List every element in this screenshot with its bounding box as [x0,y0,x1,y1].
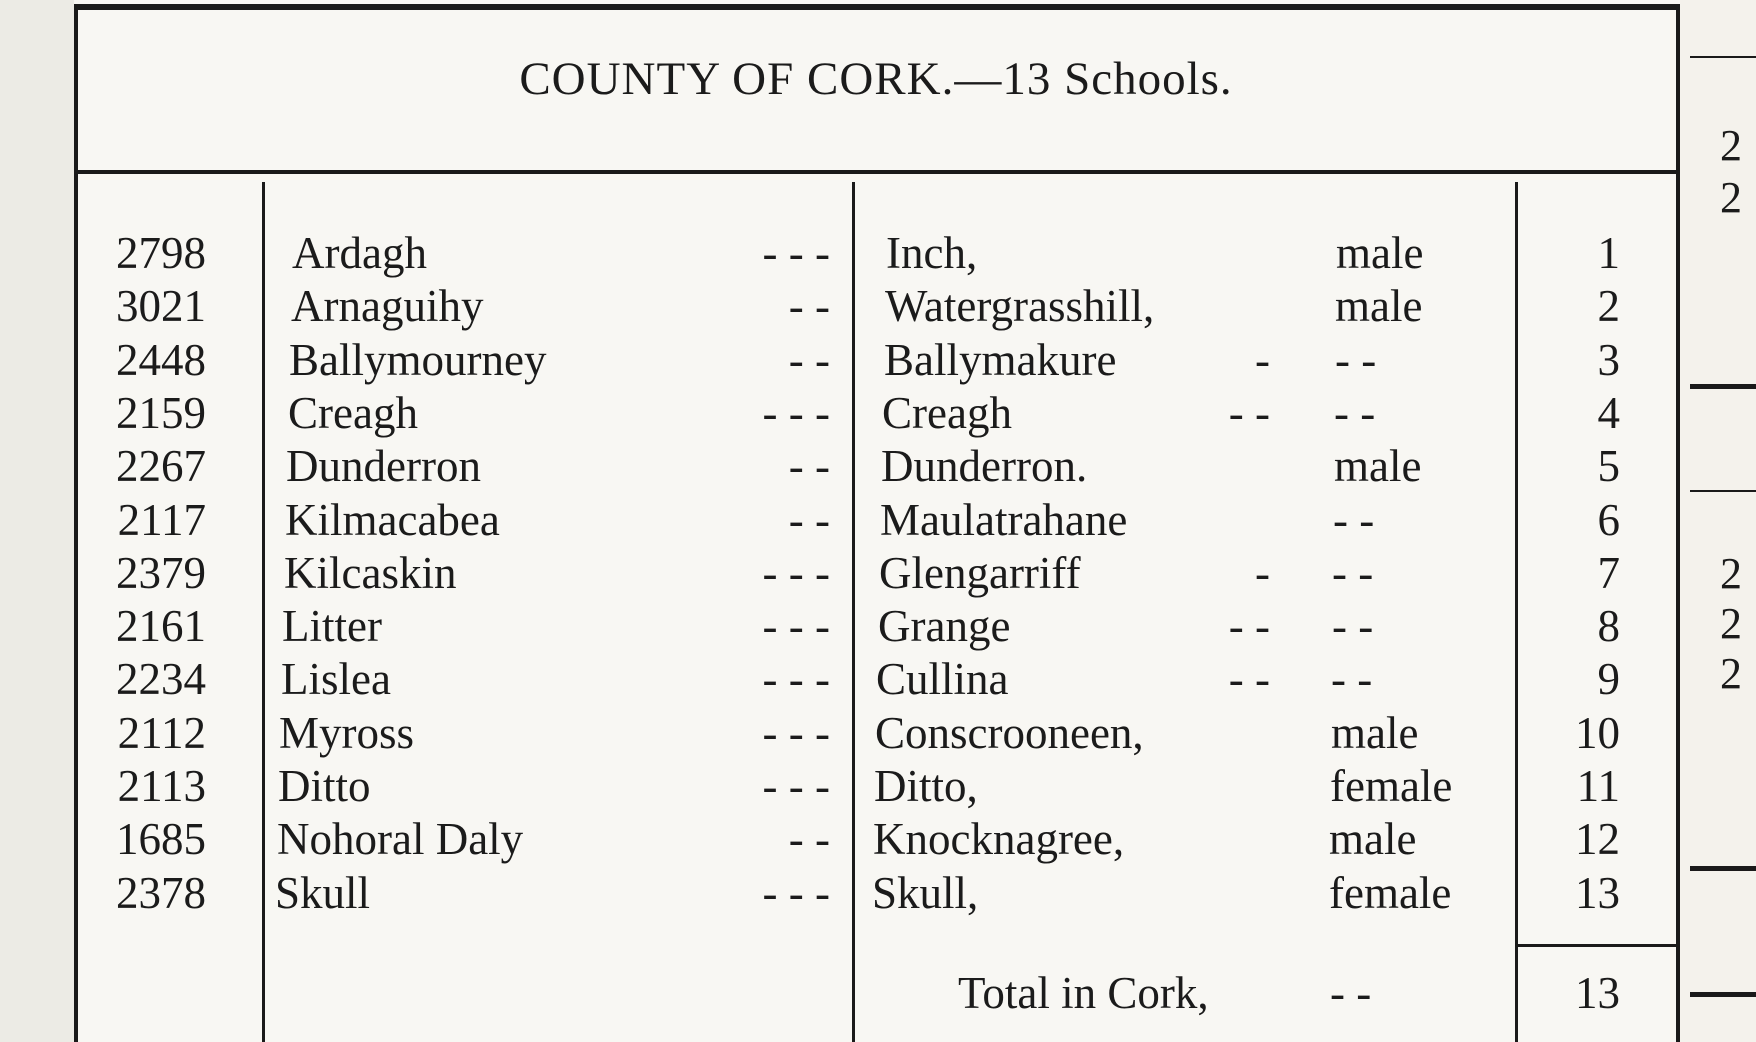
right-border [1676,4,1680,1042]
place-name: Dunderron. [881,441,1088,491]
total-label: Total in Cork, [958,968,1209,1018]
total-dashes: - - [1330,968,1372,1018]
sex: female [1330,761,1453,811]
sex: male [1331,708,1419,758]
place-name: Cullina [876,654,1009,704]
stub-digit: 2 [1720,173,1742,222]
place-dashes: - - [1228,388,1270,438]
place-name: Maulatrahane [880,495,1128,545]
place-name: Ditto, [874,761,978,811]
row-number: 13 [1575,868,1620,918]
stub-rule-3 [1690,490,1756,492]
school-name-dashes: - - [788,281,830,331]
sex: male [1335,281,1423,331]
row-number: 9 [1597,654,1620,704]
school-name: Skull [275,868,371,918]
school-name-dashes: - - [788,441,830,491]
stub-digit: 2 [1720,649,1742,698]
sex: male [1336,228,1424,278]
place-dashes: - [1255,335,1270,385]
stub-digit: 2 [1720,599,1742,648]
row-number: 10 [1575,708,1620,758]
registry-number: 3021 [116,281,206,331]
sex: female [1329,868,1452,918]
sex: - - [1333,495,1375,545]
row-number: 2 [1597,281,1620,331]
header-rule [76,170,1676,174]
stub-rule-4 [1690,866,1756,871]
place-name: Ballymakure [884,335,1117,385]
stub-rule-1 [1690,56,1756,58]
sex: - - [1332,601,1374,651]
registry-number: 2113 [117,761,206,811]
place-name: Grange [878,601,1011,651]
col-divider-2 [852,182,855,1042]
stub-rule-2 [1690,384,1756,389]
registry-number: 2112 [117,708,206,758]
school-name-dashes: - - - [762,868,830,918]
row-number: 7 [1597,548,1620,598]
school-name: Ditto [278,761,371,811]
school-name-dashes: - - - [762,654,830,704]
row-number: 3 [1597,335,1620,385]
school-name: Arnaguihy [291,281,484,331]
school-name: Ballymourney [289,335,547,385]
place-name: Glengarriff [879,548,1081,598]
row-number: 8 [1597,601,1620,651]
place-dashes: - [1255,548,1270,598]
county-title: COUNTY OF CORK.—13 Schools. [519,53,1233,105]
registry-number: 2234 [116,654,206,704]
sex: - - [1334,388,1376,438]
sex: - - [1335,335,1377,385]
school-name-dashes: - - - [762,708,830,758]
place-name: Skull, [872,868,979,918]
place-name: Creagh [882,388,1012,438]
total-value: 13 [1575,968,1620,1018]
row-number: 5 [1597,441,1620,491]
registry-number: 2379 [116,548,206,598]
school-name-dashes: - - - [762,228,830,278]
registry-number: 1685 [116,814,206,864]
registry-number: 2267 [116,441,206,491]
place-name: Conscrooneen, [875,708,1144,758]
row-number: 11 [1576,761,1620,811]
registry-number: 2159 [116,388,206,438]
place-dashes: - - [1228,654,1270,704]
sex: - - [1332,548,1374,598]
school-name: Kilcaskin [284,548,457,598]
place-name: Knocknagree, [873,814,1125,864]
school-name: Litter [282,601,382,651]
row-number: 6 [1597,495,1620,545]
place-name: Watergrasshill, [885,281,1155,331]
sex: male [1334,441,1422,491]
row-number: 4 [1597,388,1620,438]
school-name: Lislea [281,654,391,704]
school-name-dashes: - - [788,335,830,385]
school-name: Creagh [288,388,418,438]
place-name: Inch, [886,228,978,278]
school-name-dashes: - - [788,814,830,864]
registry-number: 2161 [116,601,206,651]
stub-rule-5 [1690,992,1756,997]
registry-number: 2378 [116,868,206,918]
registry-number: 2448 [116,335,206,385]
top-rule [76,4,1676,10]
school-name: Myross [279,708,415,758]
school-name-dashes: - - - [762,388,830,438]
school-name-dashes: - - - [762,601,830,651]
row-number: 1 [1597,228,1620,278]
stub-digit: 2 [1720,121,1742,170]
school-name: Nohoral Daly [277,814,524,864]
row-number: 12 [1575,814,1620,864]
col-divider-1 [262,182,265,1042]
school-name-dashes: - - - [762,761,830,811]
school-name: Kilmacabea [285,495,500,545]
stub-digit: 2 [1720,549,1742,598]
school-name-dashes: - - [788,495,830,545]
total-rule [1515,944,1676,947]
school-name: Dunderron [286,441,481,491]
sex: - - [1331,654,1373,704]
school-name: Ardagh [292,228,427,278]
registry-number: 2117 [117,495,206,545]
registry-number: 2798 [116,228,206,278]
place-dashes: - - [1228,601,1270,651]
school-name-dashes: - - - [762,548,830,598]
sex: male [1329,814,1417,864]
